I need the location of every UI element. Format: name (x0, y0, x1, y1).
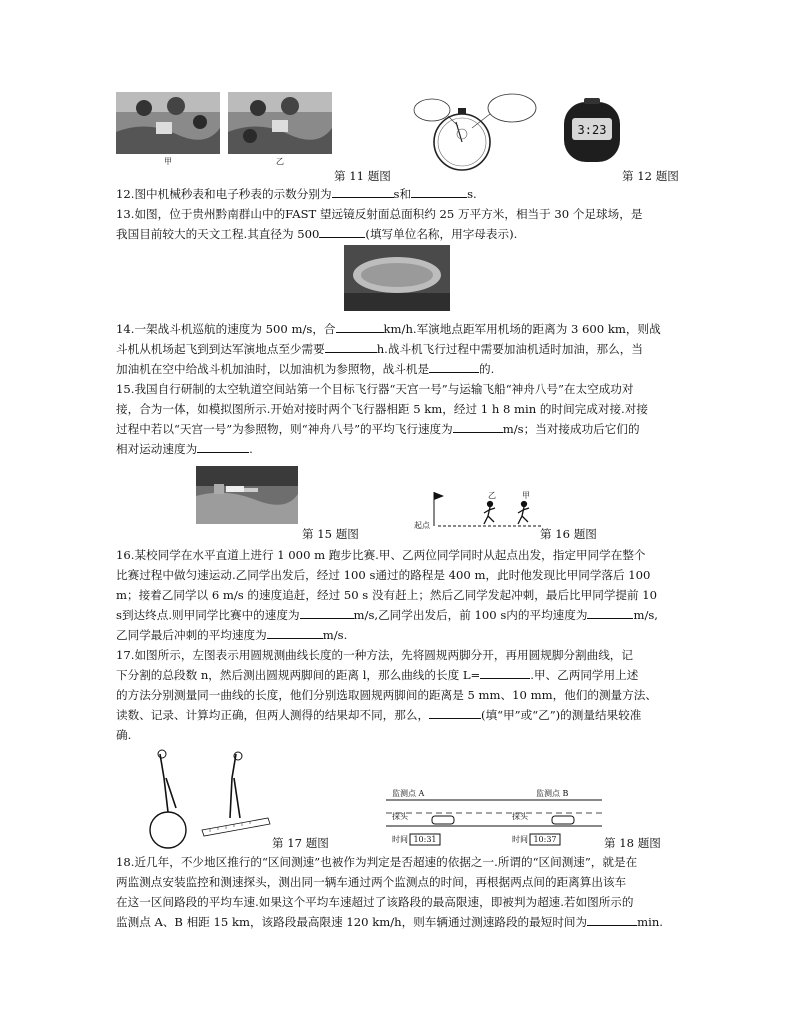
label-yi-runner: 乙 (488, 491, 496, 500)
q15-line1: 15.我国自行研制的太空轨道空间站第一个目标飞行器“天宫一号”与运输飞船“神舟八号”在太空成功对 (116, 382, 634, 396)
caption-q17: 第 17 题图 (272, 836, 329, 850)
q13-line1: 13.如图，位于贵州黔南群山中的FAST 望远镜反射面总面积约 25 万平方米，相当于 30 个足球场，是 (116, 207, 643, 221)
caption-q15: 第 15 题图 (302, 527, 359, 541)
q17-line4: 读数、记录、计算均正确，但两人测得的结果却不同，那么， (填“甲”或“乙”)的测量结果较准 (116, 708, 642, 722)
label-probe-b: 探头 (512, 812, 528, 821)
q15-line2: 接，合为一体，如模拟图所示.开始对接时两个飞行器相距 5 km，经过 1 h 8 min 的时间完成对接.对接 (116, 402, 648, 416)
q18-line1: 18.近几年，不少地区推行的“区间测速”也被作为判定是否超速的依据之一.所谓的“区间测速”，就是在 (116, 855, 638, 869)
q11-cartoon-yi (228, 92, 332, 166)
q12-electronic-stopwatch (562, 98, 622, 164)
q17-line1: 17.如图所示，左图表示用圆规测曲线长度的一种方法，先将圆规两脚分开，再用圆规脚分割曲线，记 (116, 648, 633, 662)
label-monitor-b: 监测点 B (536, 789, 569, 798)
label-time-b: 时间 (512, 835, 528, 844)
q17-compass-diagram (144, 748, 272, 850)
label-jia: 甲 (164, 157, 172, 166)
q15-line3: 过程中若以“天宫一号”为参照物，则“神舟八号”的平均飞行速度为 m/s；当对接成功后它们的 (116, 422, 640, 436)
q16-line1: 16.某校同学在水平直道上进行 1 000 m 跑步比赛.甲、乙两位同学同时从起点出发，指定甲同学在整个 (116, 548, 646, 562)
q16-line2: 比赛过程中做匀速运动.乙同学出发后，经过 100 s通过的路程是 400 m，此时他发现比甲同学落后 100 (116, 568, 651, 582)
q14-line3: 加油机在空中给战斗机加油时，以加油机为参照物，战斗机是 的. (116, 362, 495, 376)
stopwatch-reading: 3:23 (577, 123, 607, 137)
q16-runners-diagram (414, 486, 544, 534)
label-time-a: 时间 (392, 835, 408, 844)
q18-line2: 两监测点安装监控和测速探头，测出同一辆车通过两个监测点的时间，再根据两点间的距离算出该车 (116, 875, 627, 889)
q13-fast-telescope-photo (344, 245, 450, 311)
time-a-value: 10:31 (413, 835, 437, 844)
q17-line2: 下分割的总段数 n，然后测出圆规两脚间的距离 l，那么曲线的长度 L= .甲、乙两同学用上述 (116, 668, 639, 682)
time-b-value: 10:37 (533, 835, 557, 844)
q16-line5: 乙同学最后冲刺的平均速度为 m/s. (116, 628, 348, 642)
q17-line3: 的方法分别测量同一曲线的长度，他们分别选取圆规两脚间的距离是 5 mm、10 mm，他们的测量方法、 (116, 688, 657, 702)
q18-line3: 在这一区间路段的平均车速.如果这个平均车速超过了该路段的最高限速，即被判为超速.若如图所示的 (116, 895, 634, 909)
q18-line4: 监测点 A、B 相距 15 km，该路段最高限速 120 km/h，则车辆通过测速路段的最短时间为 min. (116, 915, 663, 929)
caption-q12: 第 12 题图 (622, 169, 679, 183)
q13-line2: 我国目前较大的天文工程.其直径为 500 (填写单位名称，用字母表示). (116, 227, 518, 241)
label-jia-runner: 甲 (522, 491, 530, 500)
q16-line4: s到达终点.则甲同学比赛中的速度为 m/s,乙同学出发后，前 100 s内的平均速度为 m/s, (116, 608, 658, 622)
label-yi: 乙 (276, 157, 284, 166)
q14-line2: 斗机从机场起飞到到达军演地点至少需要 h.战斗机飞行过程中需要加油机适时加油，那么，当 (116, 342, 643, 356)
q14-line1: 14.一架战斗机巡航的速度为 500 m/s，合 km/h.军演地点距军用机场的距离为 3 600 km，则战 (116, 322, 661, 336)
caption-q16: 第 16 题图 (540, 527, 597, 541)
caption-q18: 第 18 题图 (604, 836, 661, 850)
q15-docking-photo (196, 466, 298, 524)
caption-q11: 第 11 题图 (334, 169, 391, 183)
q11-cartoon-jia (116, 92, 220, 166)
label-monitor-a: 监测点 A (392, 789, 425, 798)
q18-speed-monitor-diagram (386, 786, 602, 852)
q17-line5: 确. (116, 728, 132, 742)
q12-text: 12.图中机械秒表和电子秒表的示数分别为 s和 s. (116, 187, 477, 201)
label-probe-a: 探头 (392, 812, 408, 821)
q16-line3: m；接着乙同学以 6 m/s 的速度追赶，经过 50 s 没有赶上；然后乙同学发起冲刺，最后比甲同学提前 10 (116, 588, 658, 602)
q11-stopwatch-diagram (408, 90, 540, 174)
label-start: 起点 (414, 521, 430, 530)
q15-line4: 相对运动速度为 . (116, 442, 253, 456)
